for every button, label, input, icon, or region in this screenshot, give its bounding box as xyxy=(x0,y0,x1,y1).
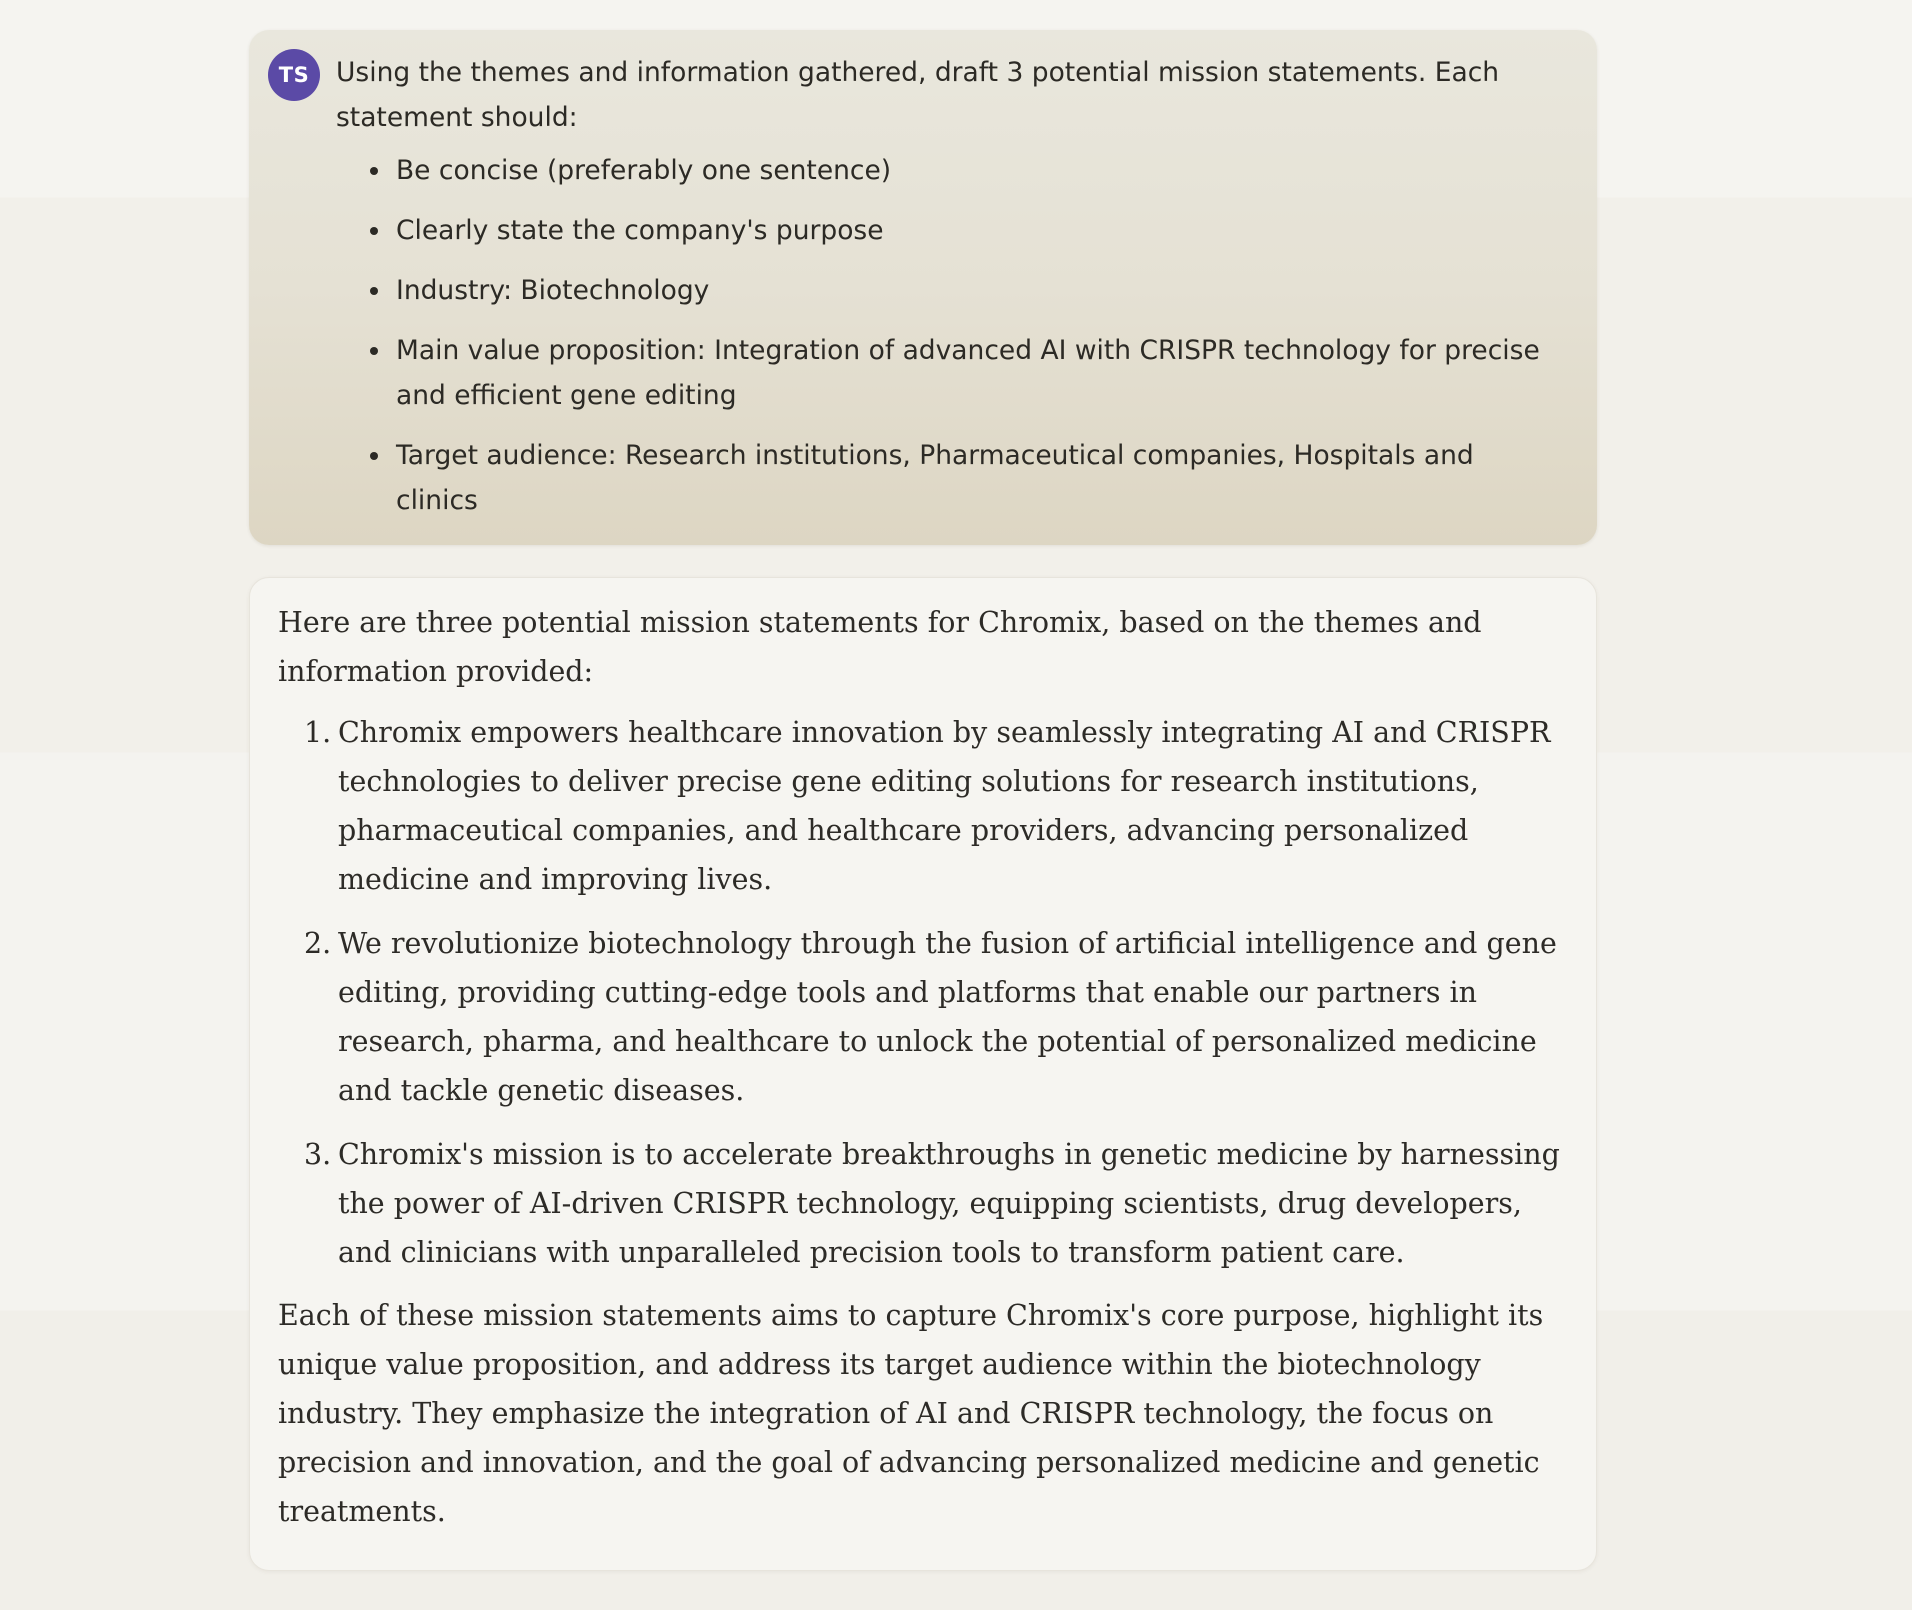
requirements-list xyxy=(336,148,1557,523)
list-number: 2. xyxy=(304,927,332,960)
assistant-message xyxy=(249,577,1597,1571)
chat-thread xyxy=(249,30,1597,1571)
assistant-intro: Here are three potential mission statements for Chromix, based on the themes and information provided: xyxy=(278,606,1482,688)
requirement-item: Be concise (preferably one sentence) xyxy=(396,148,1557,193)
user-prompt-text: Using the themes and information gathered, draft 3 potential mission statements. Each statement should: xyxy=(336,57,1500,133)
mission-statement-text: Chromix empowers healthcare innovation by seamlessly integrating AI and CRISPR technologies to deliver precise gene editing solutions for research institutions, pharmaceutical companies, and healthcare providers, advancing personalized medicine and improving lives. xyxy=(338,716,1551,896)
requirement-item: Main value proposition: Integration of advanced AI with CRISPR technology for precise and efficient gene editing xyxy=(396,328,1557,418)
requirement-item: Clearly state the company's purpose xyxy=(396,208,1557,253)
list-number: 3. xyxy=(304,1138,332,1171)
user-avatar[interactable]: TS xyxy=(268,49,320,101)
mission-statement-text: Chromix's mission is to accelerate breakthroughs in genetic medicine by harnessing the power of AI-driven CRISPR technology, equipping scientists, drug developers, and clinicians with unparalleled precision tools to transform patient care. xyxy=(338,1138,1560,1269)
mission-statement-item xyxy=(278,1130,1568,1277)
requirement-item: Industry: Biotechnology xyxy=(396,268,1557,313)
list-number: 1. xyxy=(304,716,332,749)
user-message xyxy=(249,30,1597,545)
mission-statement-text: We revolutionize biotechnology through the fusion of artificial intelligence and gene editing, providing cutting-edge tools and platforms that enable our partners in research, pharma, and healthcare to unlock the potential of personalized medicine and tackle genetic diseases. xyxy=(338,927,1557,1107)
mission-statement-item xyxy=(278,919,1568,1115)
mission-statement-item xyxy=(278,708,1568,904)
requirement-item: Target audience: Research institutions, Pharmaceutical companies, Hospitals and clinics xyxy=(396,433,1557,523)
mission-statements-list xyxy=(278,708,1568,1277)
assistant-closing: Each of these mission statements aims to capture Chromix's core purpose, highlight its unique value proposition, and address its target audience within the biotechnology industry. They emphasize the integration of AI and CRISPR technology, the focus on precision and innovation, and the goal of advancing personalized medicine and genetic treatments. xyxy=(278,1299,1544,1528)
